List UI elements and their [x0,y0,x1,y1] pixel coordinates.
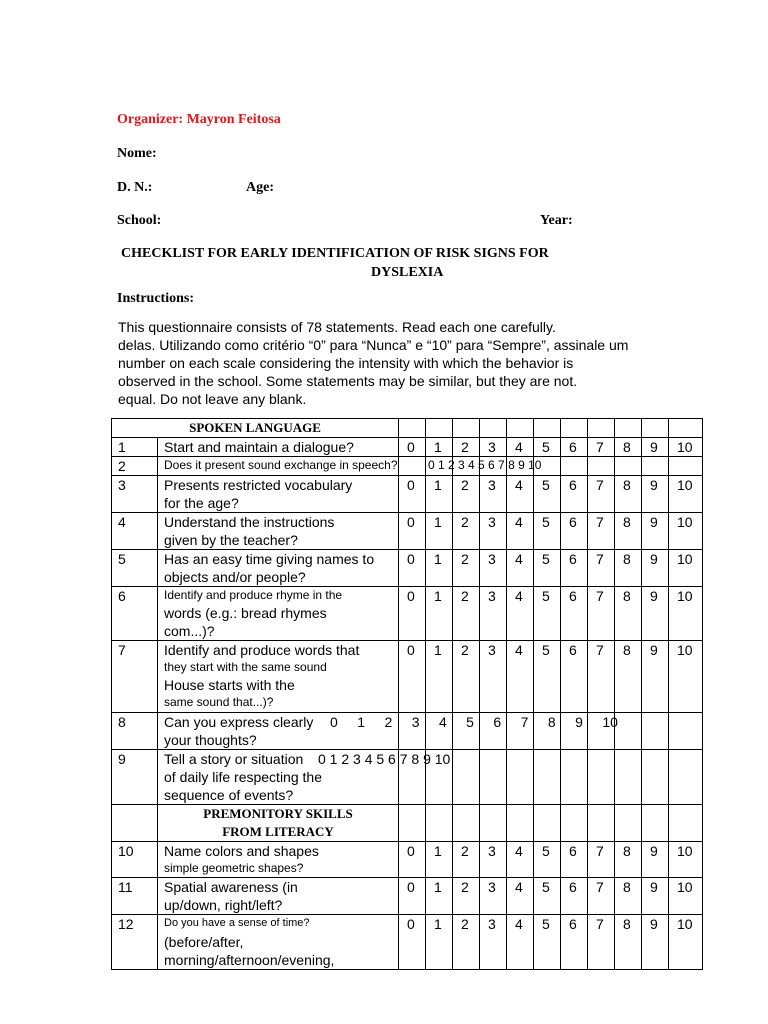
scale-option[interactable]: 5 [534,915,561,970]
item-question: Identify and produce words that they start with the same sound House starts with the same sound that...)? [158,641,399,713]
scale-option[interactable]: 0 [399,915,426,970]
scale-option[interactable]: 5 [534,842,561,878]
scale-option[interactable]: 5 [534,641,561,713]
scale-option[interactable]: 8 [615,513,642,550]
scale-option[interactable]: 10 [669,513,703,550]
scale-option[interactable]: 3 [480,878,507,915]
scale-option[interactable]: 10 [669,550,703,587]
table-row [112,457,703,476]
scale-option[interactable]: 9 [642,842,669,878]
section-premonitory-skills: PREMONITORY SKILLS FROM LITERACY [158,805,399,842]
scale-option[interactable]: 4 [507,513,534,550]
item-question: Spatial awareness (in up/down, right/left? [158,878,399,915]
scale-option[interactable]: 9 [642,513,669,550]
scale-option[interactable]: 2 [453,587,480,641]
scale-option[interactable]: 4 [507,438,534,457]
scale-option[interactable]: 1 [426,476,453,513]
table-row [112,878,703,915]
scale-option[interactable]: 6 [561,476,588,513]
scale-option[interactable]: 1 [426,550,453,587]
scale-option[interactable]: 9 [642,476,669,513]
checklist-table [111,418,703,970]
scale-option[interactable]: 3 [480,842,507,878]
scale-option[interactable]: 2 [453,438,480,457]
scale-option[interactable]: 9 [642,587,669,641]
item-question: Tell a story or situation of daily life respecting the sequence of events? 0 1 2 3 4 5 6 7 8 9 10 [158,750,399,805]
scale-option[interactable]: 1 [426,842,453,878]
item-number: 8 [112,713,158,750]
instructions-line: This questionnaire consists of 78 statements. Read each one carefully. [118,319,556,335]
dn-label: D. N.: [117,180,153,195]
age-label: Age: [246,180,274,195]
instructions-text [118,318,698,408]
scale-option[interactable]: 0 [399,842,426,878]
item-question: Do you have a sense of time? (before/after, morning/afternoon/evening, [158,915,399,970]
scale-option[interactable]: 7 [588,438,615,457]
table-row [112,750,703,805]
scale-option[interactable]: 9 [642,641,669,713]
item-number: 3 [112,476,158,513]
scale-option[interactable]: 2 [453,550,480,587]
page-title-line-1: CHECKLIST FOR EARLY IDENTIFICATION OF RISK SIGNS FOR [121,246,549,261]
instructions-line: delas. Utilizando como critério “0” para “Nunca” e “10” para “Sempre”, assinale um [118,337,629,353]
scale-option[interactable]: 4 [507,842,534,878]
scale-option[interactable]: 4 [507,878,534,915]
item-number: 6 [112,587,158,641]
scale-option[interactable]: 0 [399,587,426,641]
item-number: 5 [112,550,158,587]
scale-option[interactable]: 2 [453,915,480,970]
organizer-line: Organizer: Mayron Feitosa [117,112,281,127]
scale-option[interactable]: 2 [453,842,480,878]
table-row [112,587,703,641]
scale-option[interactable]: 10 [669,438,703,457]
instructions-line: observed in the school. Some statements may be similar, but they are not. [118,373,578,389]
scale-option[interactable]: 10 [669,842,703,878]
table-row [112,713,703,750]
scale-option[interactable]: 5 [534,513,561,550]
item-number: 12 [112,915,158,970]
scale-option[interactable]: 7 [588,915,615,970]
scale-option[interactable]: 0 [399,878,426,915]
scale-option[interactable]: 7 [588,513,615,550]
section-row [112,805,703,842]
scale-option[interactable]: 3 [480,513,507,550]
scale-option[interactable]: 8 [615,878,642,915]
scale-option[interactable]: 7 [588,476,615,513]
scale-option[interactable]: 8 [615,641,642,713]
table-row [112,641,703,713]
scale-option[interactable]: 3 [480,587,507,641]
scale-option[interactable]: 7 [588,878,615,915]
scale-option[interactable]: 8 [615,476,642,513]
scale-option[interactable]: 9 [642,915,669,970]
item-question: Has an easy time giving names to objects and/or people? [158,550,399,587]
scale-option[interactable]: 1 [426,438,453,457]
scale-option[interactable]: 9 [642,878,669,915]
scale-option[interactable]: 7 [588,587,615,641]
item-question: Can you express clearly your thoughts? 0 1 2 3 4 5 6 7 8 9 10 [158,713,399,750]
scale-option[interactable]: 0 [399,476,426,513]
item-scale-text: 0 1 2 3 4 5 6 7 8 9 10 [330,714,618,730]
table-row [112,438,703,457]
scale-option[interactable]: 3 [480,438,507,457]
scale-option[interactable]: 10 [669,641,703,713]
item-number: 11 [112,878,158,915]
scale-option[interactable]: 3 [480,915,507,970]
scale-option[interactable]: 2 [453,878,480,915]
scale-option[interactable]: 4 [507,641,534,713]
scale-option[interactable]: 6 [561,587,588,641]
scale-option[interactable]: 6 [561,550,588,587]
scale-option[interactable]: 5 [534,550,561,587]
scale-option[interactable]: 1 [426,513,453,550]
page-title-line-2: DYSLEXIA [371,265,444,280]
table-row [112,513,703,550]
scale-option[interactable]: 6 [561,915,588,970]
table-row [112,550,703,587]
scale-option[interactable]: 9 [642,438,669,457]
nome-label: Nome: [117,146,157,161]
scale-option[interactable]: 3 [480,476,507,513]
item-number: 10 [112,842,158,878]
section-spoken-language: SPOKEN LANGUAGE [112,419,399,438]
scale-option[interactable]: 4 [507,550,534,587]
scale-option[interactable]: 4 [507,587,534,641]
scale-option[interactable]: 8 [615,587,642,641]
item-question: Understand the instructions given by the teacher? [158,513,399,550]
scale-option[interactable]: 3 [480,550,507,587]
scale-option[interactable]: 0 [399,513,426,550]
item-number: 2 [112,457,158,476]
item-number: 4 [112,513,158,550]
scale-option[interactable]: 4 [507,476,534,513]
scale-option[interactable]: 10 [669,587,703,641]
school-label: School: [117,213,162,228]
scale-option[interactable]: 9 [642,550,669,587]
scale-option[interactable]: 3 [480,641,507,713]
instructions-line: number on each scale considering the intensity with which the behavior is [118,355,574,371]
scale-option[interactable]: 8 [615,842,642,878]
scale-option[interactable]: 5 [534,878,561,915]
instructions-line: equal. Do not leave any blank. [118,391,307,407]
scale-option[interactable]: 7 [588,550,615,587]
table-row [112,915,703,970]
scale-option[interactable]: 5 [534,438,561,457]
item-number: 1 [112,438,158,457]
item-number: 7 [112,641,158,713]
item-question: Presents restricted vocabulary for the age? [158,476,399,513]
item-question: Start and maintain a dialogue? [158,438,399,457]
scale-option[interactable]: 0 [399,641,426,713]
scale-option[interactable]: 6 [561,438,588,457]
year-label: Year: [540,213,573,228]
section-row [112,419,703,438]
scale-option[interactable]: 7 [588,842,615,878]
instructions-label: Instructions: [117,291,195,306]
scale-option[interactable]: 0 [399,438,426,457]
item-question: Name colors and shapes simple geometric shapes? [158,842,399,878]
scale-option[interactable]: 2 [453,641,480,713]
scale-option[interactable]: 6 [561,842,588,878]
scale-option[interactable]: 0 [399,550,426,587]
item-scale-text: 0 1 2 3 4 5 6 7 8 9 10 [318,751,451,767]
scale-option[interactable]: 2 [453,513,480,550]
scale-option[interactable]: 10 [669,915,703,970]
scale-option[interactable]: 1 [426,587,453,641]
scale-option[interactable]: 1 [426,878,453,915]
table-row [112,476,703,513]
table-row [112,842,703,878]
scale-option[interactable]: 4 [507,915,534,970]
item-question: Identify and produce rhyme in the words (e.g.: bread rhymes com...)? [158,587,399,641]
scale-option[interactable]: 1 [426,915,453,970]
scale-option[interactable]: 8 [615,438,642,457]
scale-option[interactable]: 10 [669,476,703,513]
scale-option[interactable]: 6 [561,641,588,713]
scale-option[interactable]: 1 [426,641,453,713]
scale-option[interactable]: 7 [588,641,615,713]
scale-option[interactable]: 8 [615,550,642,587]
scale-option[interactable]: 5 [534,587,561,641]
scale-option[interactable]: 6 [561,878,588,915]
scale-option[interactable]: 5 [534,476,561,513]
scale-option[interactable]: 6 [561,513,588,550]
scale-option[interactable]: 2 [453,476,480,513]
item-question: Does it present sound exchange in speech? 0 1 2 3 4 5 6 7 8 9 10 [158,457,399,476]
item-number: 9 [112,750,158,805]
item-scale-text: 0 1 2 3 4 5 6 7 8 9 10 [428,458,542,472]
scale-option[interactable]: 8 [615,915,642,970]
scale-option[interactable]: 10 [669,878,703,915]
